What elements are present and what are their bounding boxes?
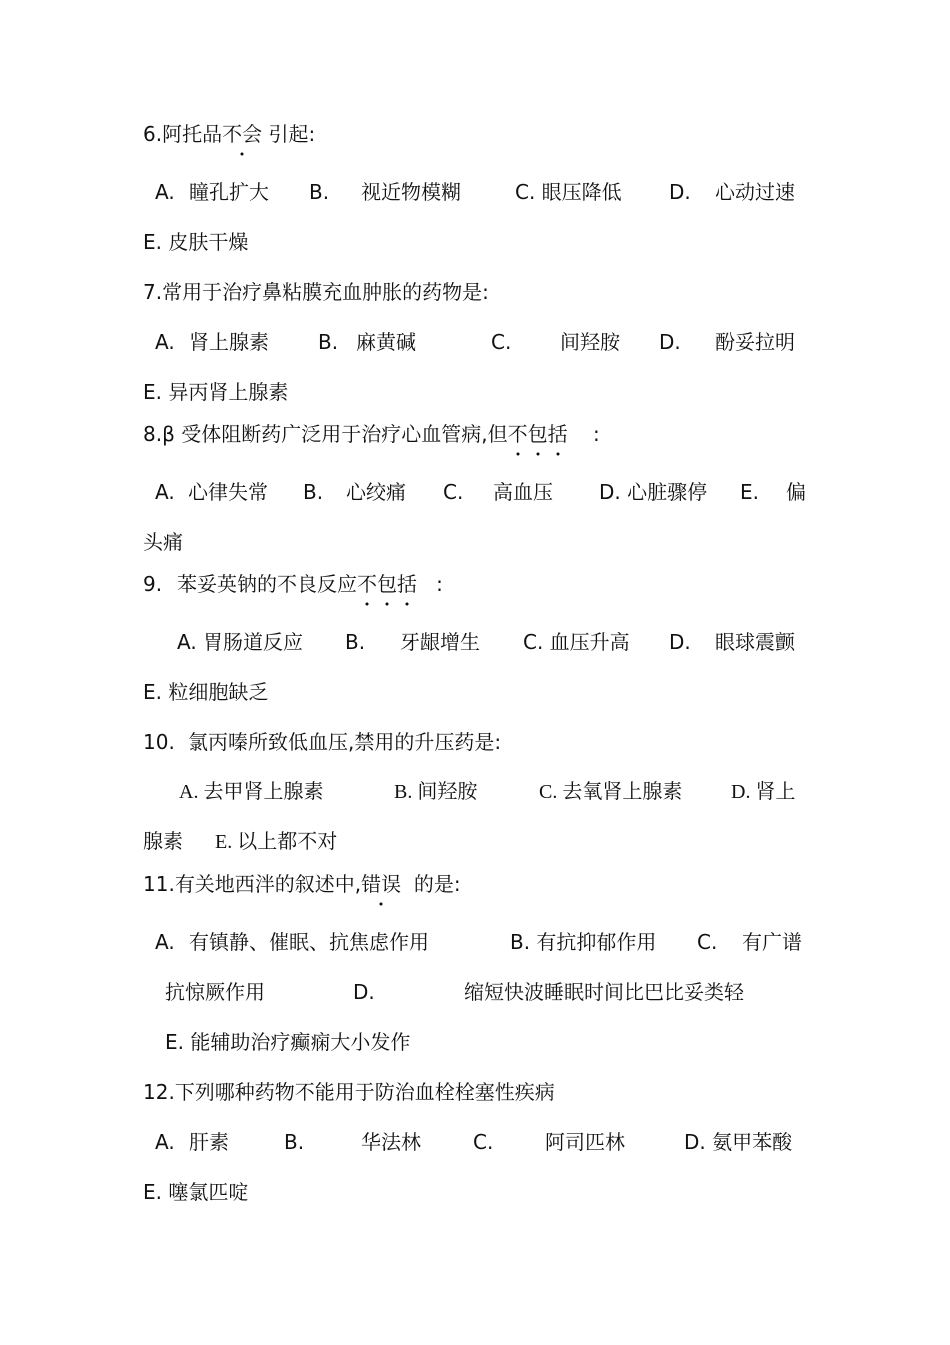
q10-option-a: A. 去甲肾上腺素 — [179, 781, 324, 803]
q7-option-b: 麻黄碱 — [356, 330, 416, 354]
q9-number: 9. — [143, 572, 163, 596]
q9-option-b-label: B. — [345, 630, 366, 654]
q11-option-c-part1: 有广谱 — [742, 930, 802, 954]
q11-stem: 11.有关地西泮的叙述中,错误 的是: — [143, 872, 461, 896]
q11-option-a-label: A. — [155, 930, 175, 954]
q7-option-a: 肾上腺素 — [189, 330, 269, 354]
q10-option-c: C. 去氧肾上腺素 — [539, 781, 683, 803]
q12-stem: 12.下列哪种药物不能用于防治血栓栓塞性疾病 — [143, 1080, 555, 1104]
q7-option-c-label: C. — [491, 330, 512, 354]
q11-option-d: 缩短快波睡眠时间比巴比妥类轻 — [464, 980, 744, 1004]
q8-option-c: 高血压 — [493, 480, 553, 504]
q9-option-d-label: D. — [669, 630, 691, 654]
q8-option-d: D. 心脏骤停 — [599, 480, 708, 504]
q11-option-a: 有镇静、催眠、抗焦虑作用 — [189, 930, 429, 954]
q7-option-d: 酚妥拉明 — [715, 330, 795, 354]
q6-option-b: 视近物模糊 — [361, 180, 461, 204]
q11-emphasis: 错误 — [361, 872, 402, 896]
q9-option-b: 牙龈增生 — [400, 630, 480, 654]
q12-option-d: D. 氨甲苯酸 — [684, 1130, 793, 1154]
q9-option-e: E. 粒细胞缺乏 — [143, 680, 269, 704]
q8-option-e-part1: 偏 — [786, 480, 806, 504]
q10-stem: 氯丙嗪所致低血压,禁用的升压药是: — [188, 730, 502, 754]
q9-stem: 苯妥英钠的不良反应不包括 : — [177, 572, 443, 596]
q7-stem: 7.常用于治疗鼻粘膜充血肿胀的药物是: — [143, 280, 489, 304]
q8-option-b-label: B. — [303, 480, 324, 504]
q12-option-c: 阿司匹林 — [545, 1130, 625, 1154]
q7-option-c: 间羟胺 — [560, 330, 620, 354]
q11-option-c-part2: 抗惊厥作用 — [165, 980, 265, 1004]
q9-emphasis: 不包括 — [357, 572, 417, 596]
q11-option-e: E. 能辅助治疗癫痫大小发作 — [165, 1030, 411, 1054]
q10-option-d-part2: 腺素 — [143, 831, 183, 853]
q6-stem: 6.阿托品不会 引起: — [143, 122, 316, 146]
q7-option-b-label: B. — [318, 330, 339, 354]
q10-option-d-part1: D. 肾上 — [731, 781, 796, 803]
q6-option-d: 心动过速 — [715, 180, 795, 204]
q7-option-a-label: A. — [155, 330, 175, 354]
q6-option-a-label: A. — [155, 180, 175, 204]
q12-option-a-label: A. — [155, 1130, 175, 1154]
q7-option-d-label: D. — [659, 330, 681, 354]
q10-option-b: B. 间羟胺 — [394, 781, 478, 803]
q6-option-e: E. 皮肤干燥 — [143, 230, 249, 254]
q9-option-a: A. 胃肠道反应 — [177, 630, 304, 654]
q11-option-b: B. 有抗抑郁作用 — [510, 930, 657, 954]
q6-option-a: 瞳孔扩大 — [189, 180, 269, 204]
q6-option-d-label: D. — [669, 180, 691, 204]
q12-option-b: 华法林 — [361, 1130, 421, 1154]
q8-option-c-label: C. — [443, 480, 464, 504]
q9-option-d: 眼球震颤 — [715, 630, 795, 654]
q12-option-a: 肝素 — [189, 1130, 229, 1154]
q12-option-c-label: C. — [473, 1130, 494, 1154]
q12-option-b-label: B. — [284, 1130, 305, 1154]
q8-option-a-label: A. — [155, 480, 175, 504]
q10-option-e: E. 以上都不对 — [215, 831, 338, 853]
q8-stem: 8.β 受体阻断药广泛用于治疗心血管病,但不包括 : — [143, 422, 600, 446]
q8-emphasis: 不包括 — [507, 422, 568, 446]
q10-number: 10. — [143, 730, 175, 754]
q6-option-b-label: B. — [309, 180, 330, 204]
q6-option-c: C. 眼压降低 — [515, 180, 622, 204]
q8-option-e-part2: 头痛 — [143, 530, 183, 554]
q8-option-e-label: E. — [740, 480, 759, 504]
q12-option-e: E. 噻氯匹啶 — [143, 1180, 249, 1204]
q6-emphasis: 不会 — [222, 122, 263, 146]
q11-option-c-label: C. — [697, 930, 718, 954]
q9-option-c: C. 血压升高 — [523, 630, 630, 654]
q7-option-e: E. 异丙肾上腺素 — [143, 380, 289, 404]
q11-option-d-label: D. — [353, 980, 375, 1004]
q8-option-a: 心律失常 — [188, 480, 268, 504]
q8-option-b: 心绞痛 — [346, 480, 406, 504]
